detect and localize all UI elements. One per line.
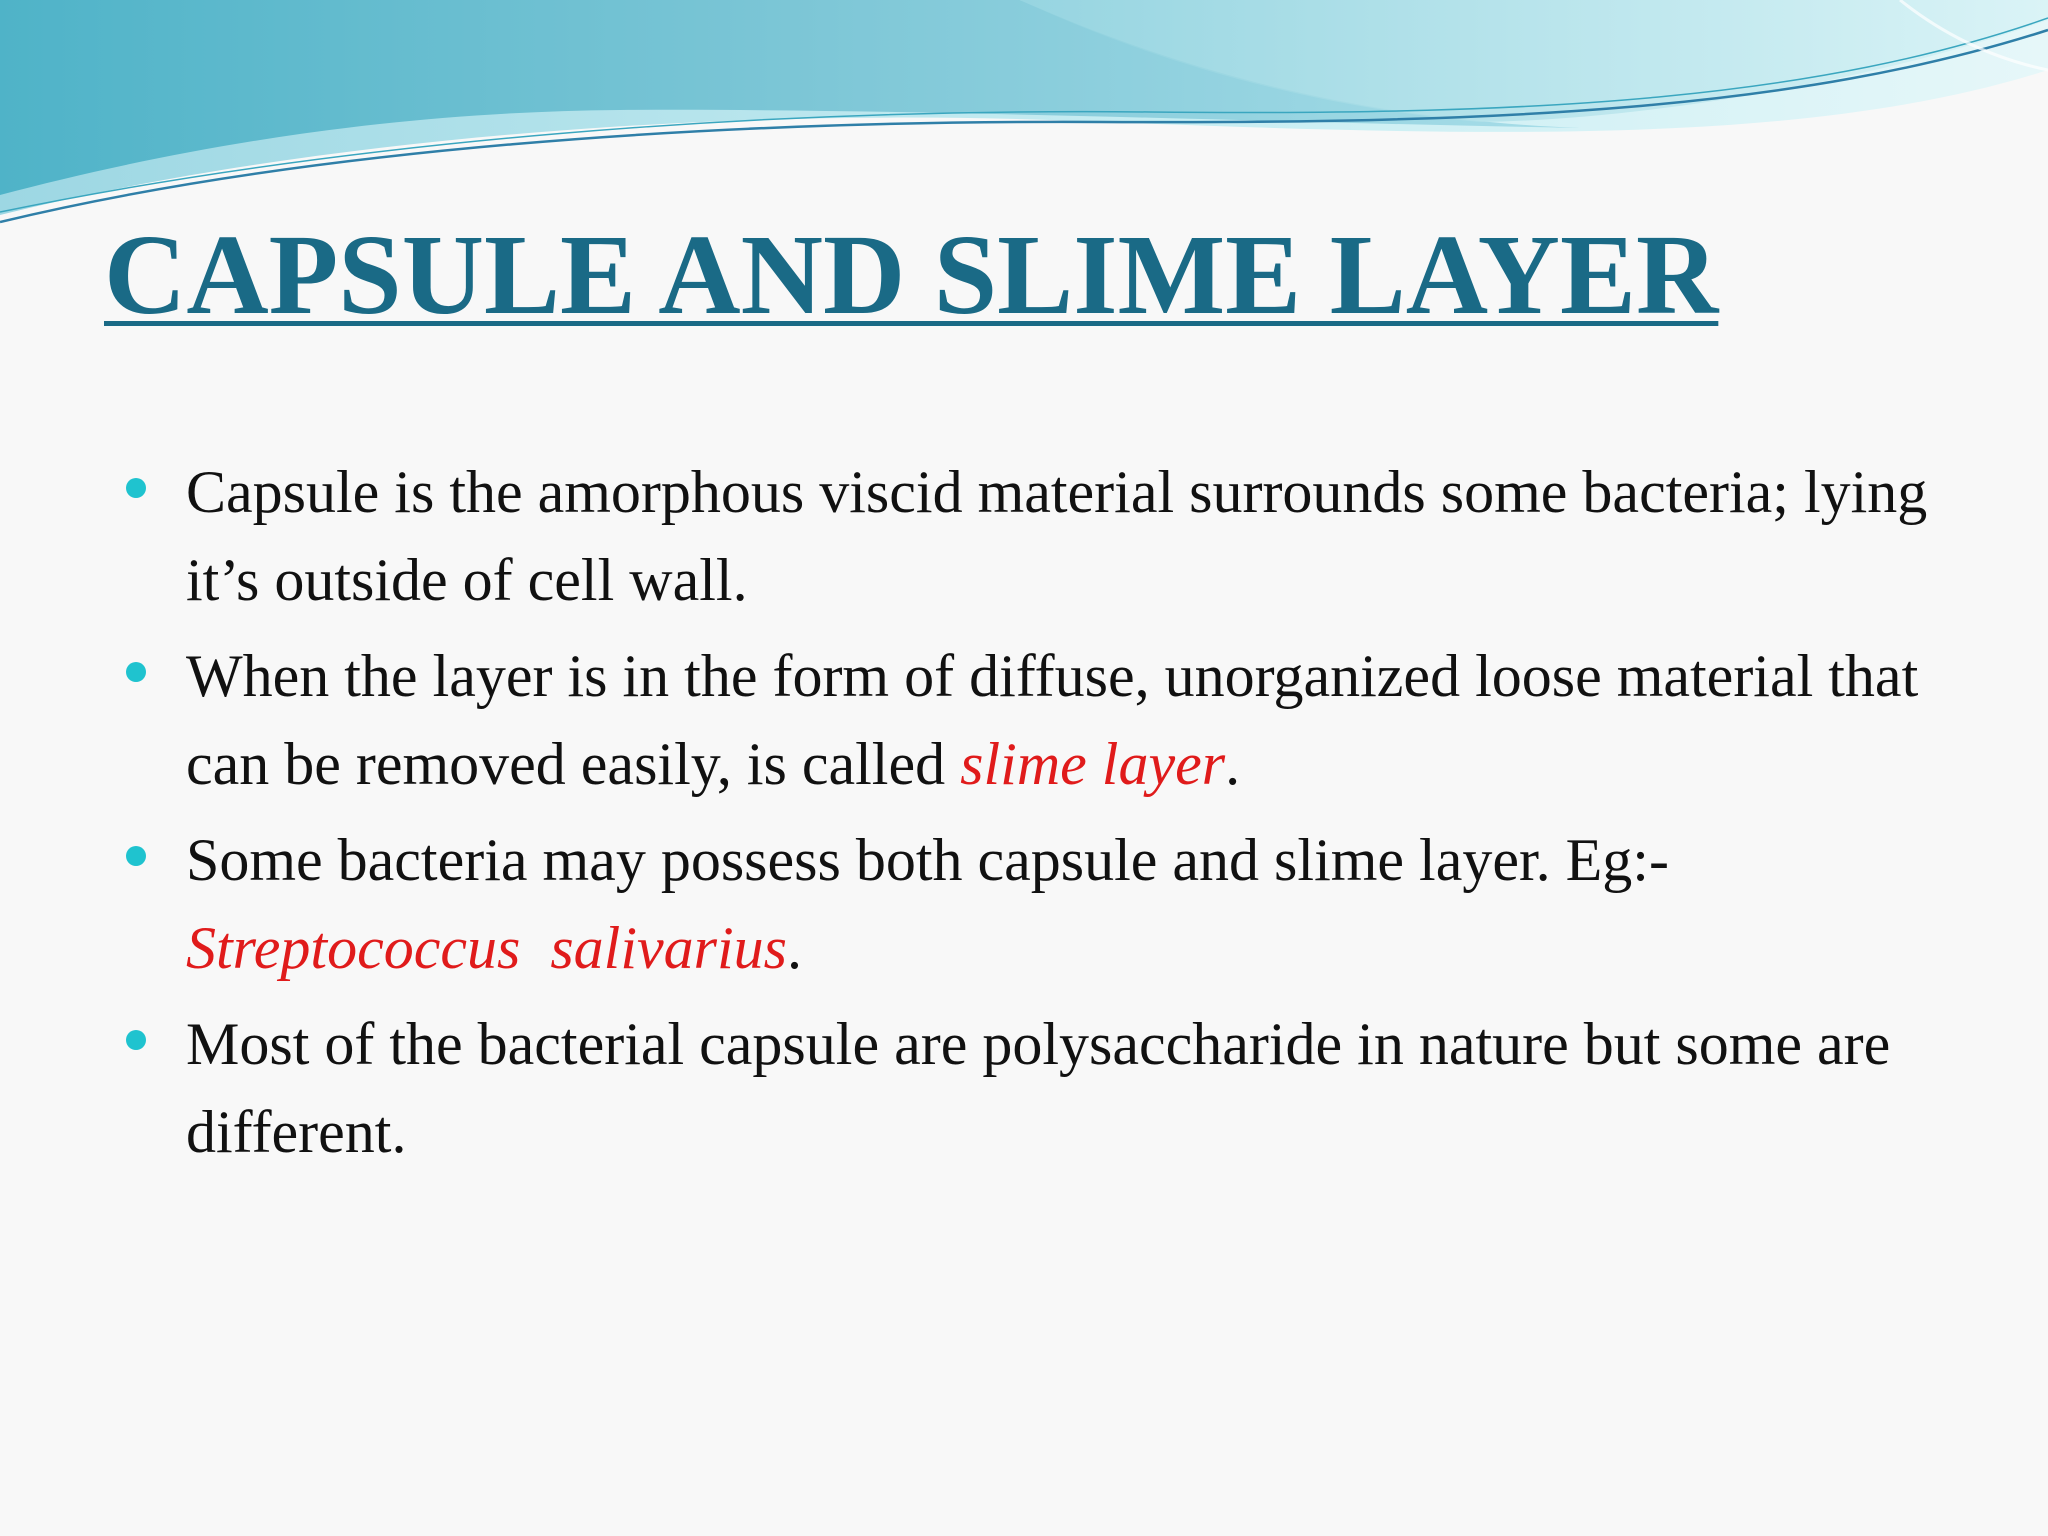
bullet-list [126,448,1946,1184]
bullet-text: Capsule is the amorphous viscid material surrounds some bacteria; lying it’s outside of cell wall. [186,459,1928,613]
slide-title: CAPSULE AND SLIME LAYER [104,211,1719,338]
highlight-term: slime layer [960,731,1226,797]
bullet-text: When the layer is in the form of diffuse, unorganized loose material that can be removed easily, is called [186,643,1919,797]
bullet-item-4 [126,1000,1946,1176]
bullet-dot-icon [126,846,146,866]
highlight-term: Streptococcus salivarius [186,915,788,981]
bullet-dot-icon [126,1030,146,1050]
header-wave-decoration [0,0,2048,240]
bullet-text: Most of the bacterial capsule are polysaccharide in nature but some are different. [186,1011,1891,1165]
bullet-dot-icon [126,478,146,498]
bullet-text-end: . [1225,731,1241,797]
bullet-dot-icon [126,662,146,682]
bullet-item-2 [126,632,1946,808]
bullet-item-1 [126,448,1946,624]
bullet-text: Some bacteria may possess both capsule and slime layer. Eg:- [186,827,1669,893]
bullet-text-end: . [787,915,803,981]
bullet-item-3 [126,816,1946,992]
